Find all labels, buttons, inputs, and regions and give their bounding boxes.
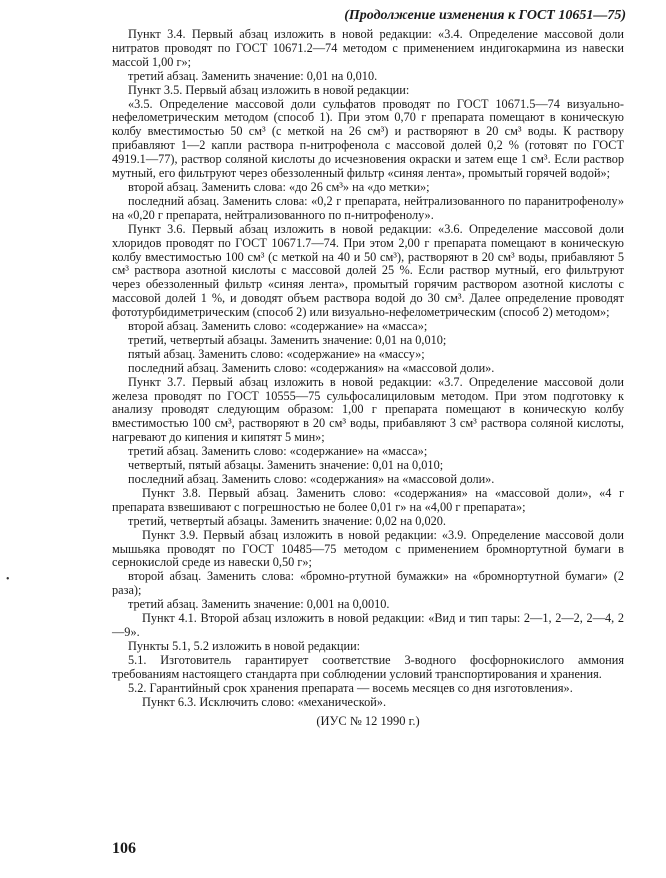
running-header: (Продолжение изменения к ГОСТ 10651—75) bbox=[344, 8, 626, 23]
paragraph: Пункт 3.4. Первый абзац изложить в новой редакции: «3.4. Определение массовой доли нитратов проводят по ГОСТ 10671.2—74 методом с применением индигокармина из навески массой 1,00 г»; bbox=[112, 27, 624, 69]
paragraph: Пункт 4.1. Второй абзац изложить в новой редакции: «Вид и тип тары: 2—1, 2—2, 2—4, 2—9». bbox=[112, 611, 624, 639]
paragraph: Пункт 3.6. Первый абзац изложить в новой редакции: «3.6. Определение массовой доли хлоридов проводят по ГОСТ 10671.7—74. При этом 2,00 г препарата помещают в коническую колбу вместимостью 100 см³ (с меткой на 40 и 50 см³), растворяют в 20 см³ воды, прибавляют 5 см³ раствора азотной кислоты с массовой долей 25 %. Если раствор мутный, его фильтруют через обеззоленный фильтр «синяя лента», промытый горячим раствором азотной кислоты с массовой долей 1 %, и доводят объем раствора водой до 30 см³. Далее определение проводят фототурбидиметрическим (способ 2) или визуально-нефелометрическим (способ 2) методом»; bbox=[112, 221, 624, 320]
paragraph: второй абзац. Заменить слова: «до 26 см³» на «до метки»; bbox=[128, 179, 430, 194]
source-note: (ИУС № 12 1990 г.) bbox=[316, 714, 420, 729]
paragraph: второй абзац. Заменить слово: «содержание» на «масса»; bbox=[128, 319, 428, 334]
paragraph: пятый абзац. Заменить слово: «содержание» на «массу»; bbox=[128, 346, 425, 361]
paragraph: третий абзац. Заменить слово: «содержание» на «масса»; bbox=[128, 444, 428, 459]
paragraph: 5.1. Изготовитель гарантирует соответствие 3-водного фосфорнокислого аммония требованиям настоящего стандарта при соблюдении условий транспортирования и хранения. bbox=[112, 652, 624, 681]
paragraph: третий абзац. Заменить значение: 0,001 на 0,0010. bbox=[128, 597, 390, 612]
paragraph: последний абзац. Заменить слово: «содержания» на «массовой доли». bbox=[128, 472, 495, 486]
paragraph: 5.2. Гарантийный срок хранения препарата — восемь месяцев со дня изготовления». bbox=[128, 680, 573, 695]
margin-mark: • bbox=[6, 574, 10, 585]
paragraph: третий, четвертый абзацы. Заменить значение: 0,02 на 0,020. bbox=[128, 513, 447, 528]
document-body bbox=[112, 28, 624, 729]
page-number: 106 bbox=[112, 840, 136, 857]
paragraph: Пункт 3.9. Первый абзац изложить в новой редакции: «3.9. Определение массовой доли мышьяка проводят по ГОСТ 10485—75 методом с применением бромнортутной бумаги в сернокислой среде из навески 0,50 г»; bbox=[112, 527, 624, 570]
paragraph: третий, четвертый абзацы. Заменить значение: 0,01 на 0,010; bbox=[128, 332, 447, 347]
paragraph: последний абзац. Заменить слово: «содержания» на «массовой доли». bbox=[128, 360, 495, 375]
paragraph: последний абзац. Заменить слова: «0,2 г препарата, нейтрализованного по паранитрофенолу» на «0,20 г препарата, нейтрализованного по п-нитрофенолу». bbox=[112, 193, 624, 222]
paragraph: Пункты 5.1, 5.2 изложить в новой редакции: bbox=[128, 638, 361, 653]
paragraph: третий абзац. Заменить значение: 0,01 на 0,010. bbox=[128, 68, 378, 83]
paragraph: четвертый, пятый абзацы. Заменить значение: 0,01 на 0,010; bbox=[128, 458, 444, 473]
paragraph: «3.5. Определение массовой доли сульфатов проводят по ГОСТ 10671.5—74 визуально-нефелометрическим методом (способ 1). При этом 0,70 г препарата помещают в коническую колбу вместимостью 50 см³ (с меткой на 26 см³) и растворяют в 20 см³ воды. К раствору прибавляют 1—2 капли раствора п-нитрофенола с массовой долей 0,2 % (готовят по ГОСТ 4919.1—77), раствор соляной кислоты до исчезновения окраски и затем еще 1 см³. Если раствор мутный, его фильтруют через обеззоленный фильтр «синяя лента», промытый горячей водой»; bbox=[112, 96, 624, 181]
paragraph: Пункт 6.3. Исключить слово: «механической». bbox=[142, 694, 387, 709]
paragraph: Пункт 3.5. Первый абзац изложить в новой редакции: bbox=[128, 82, 410, 97]
paragraph: второй абзац. Заменить слова: «бромно-ртутной бумажки» на «бромнортутной бумаги» (2 раза); bbox=[112, 569, 624, 598]
paragraph: Пункт 3.8. Первый абзац. Заменить слово: «содержания» на «массовой доли», «4 г препарата взвешивают с погрешностью не более 0,01 г» на «4,00 г препарата»; bbox=[112, 485, 624, 514]
paragraph: Пункт 3.7. Первый абзац изложить в новой редакции: «3.7. Определение массовой доли железа проводят по ГОСТ 10555—75 сульфосалициловым методом. При этом подготовку к анализу проводят следующим образом: 1,00 г препарата помещают в коническую колбу вместимостью 100 см³, растворяют в 20 см³ воды, прибавляют 3 см³ раствора соляной кислоты, нагревают до кипения и кипятят 5 мин»; bbox=[112, 374, 624, 445]
